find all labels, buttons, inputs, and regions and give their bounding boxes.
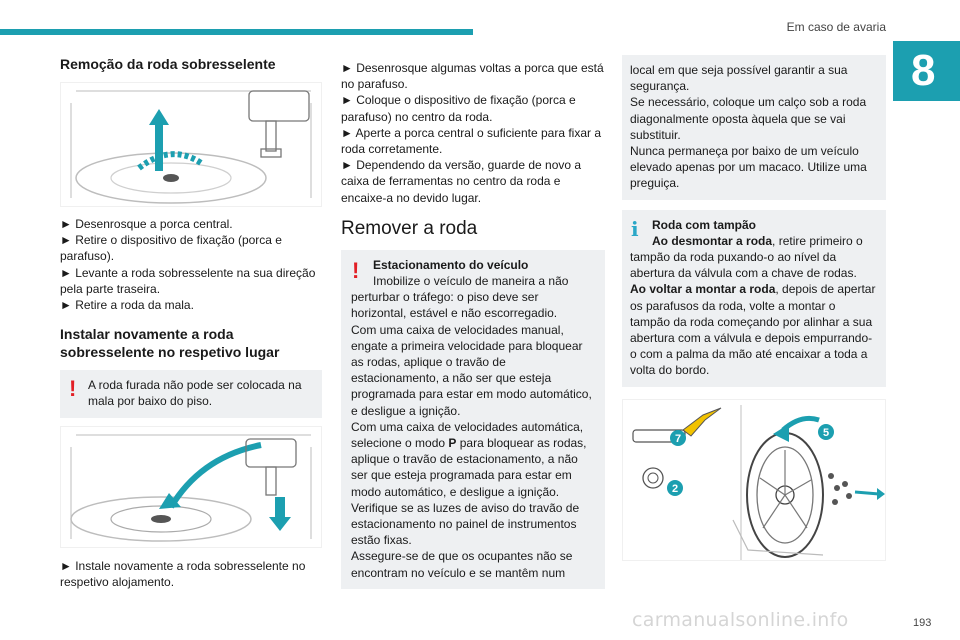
parking-text-3a: Com uma caixa de velocidades automática, selecione o modo: [351, 419, 584, 451]
warning-notice-parking: [341, 250, 605, 589]
hubcap-remove: [630, 233, 878, 282]
parking-text-3: [351, 419, 597, 500]
column-2: [341, 60, 605, 589]
page-number: 193: [913, 617, 932, 629]
column-1: [60, 55, 322, 590]
removal-step-2: ► Retire o dispositivo de fixação (porca e parafuso).: [60, 233, 282, 264]
info-notice-hubcap: [622, 210, 886, 387]
figure-spare-wheel-refit: [60, 426, 322, 548]
figure-label-2: 2: [671, 482, 679, 495]
cont-text-3: Nunca permaneça por baixo de um veículo elevado apenas por um macaco. Utilize uma preguiça.: [630, 144, 867, 191]
figure-wheel-removal: [622, 399, 886, 561]
hubcap-title: Roda com tampão: [652, 217, 757, 232]
hubcap-refit-text: , depois de apertar os parafusos da roda, volte a montar o tampão da roda começando por alinhar a sua abertura com a válvula e depois empurrando-o com a palma da mão até encaixar a toda a volta do bordo.: [630, 282, 876, 378]
cont-step-3: ► Aperte a porca central o suficiente para fixar a roda corretamente.: [341, 125, 602, 157]
cont-text-1: local em que seja possível garantir a sua segurança.: [630, 63, 848, 94]
illustration-trunk-refit: [61, 427, 321, 547]
refit-step: ► Instale novamente a roda sobresselente no respetivo alojamento.: [60, 558, 306, 589]
removal-step-1: ► Desenrosque a porca central.: [60, 217, 233, 231]
parking-title: Estacionamento do veículo: [373, 257, 529, 272]
removal-step-3: ► Levante a roda sobresselente na sua direção pela parte traseira.: [60, 265, 316, 296]
parking-text-3b: para bloquear as rodas, aplique o travão de estacionamento, a não ser que esteja programada para estar em modo automático, e desligue a ignição.: [351, 436, 587, 499]
figure-label-7: 7: [674, 432, 682, 445]
heading-spare-wheel-removal: Remoção da roda sobresselente: [60, 56, 276, 72]
mode-p-label: P: [448, 436, 457, 451]
warning-exclamation-icon: !: [352, 257, 360, 283]
cont-step-2: ► Coloque o dispositivo de fixação (porca e parafuso) no centro da roda.: [341, 93, 576, 124]
parking-text-4: Verifique se as luzes de aviso do travão de estacionamento no painel de instrumentos estão fixas.: [351, 500, 580, 548]
illustration-wheel-bolts: [623, 400, 885, 560]
section-title: Em caso de avaria: [786, 20, 886, 34]
warning-exclamation-icon: !: [69, 376, 77, 402]
hubcap-refit: [630, 281, 878, 378]
cont-step-4: ► Dependendo da versão, guarde de novo a caixa de ferramentas no centro da roda e encaixe-a no devido lugar.: [341, 158, 582, 205]
chapter-number-tab: 8: [893, 41, 960, 101]
illustration-trunk-unscrew: [61, 83, 321, 206]
heading-remove-wheel: Remover a roda: [341, 217, 478, 239]
heading-refit-spare-wheel: Instalar novamente a roda sobresselente no respetivo lugar: [60, 326, 280, 361]
parking-text-5: Assegure-se de que os ocupantes não se encontram no veículo e se mantêm num: [351, 549, 573, 580]
warning-notice-continued: [622, 55, 886, 200]
column-3: [622, 55, 886, 561]
info-icon: i: [631, 216, 639, 241]
figure-label-5: 5: [822, 426, 830, 439]
header-accent-bar: [0, 29, 473, 35]
watermark: carmanualsonline.info: [632, 609, 849, 631]
figure-spare-wheel-removal: [60, 82, 322, 207]
cont-step-1: ► Desenrosque algumas voltas a porca que está no parafuso.: [341, 61, 604, 92]
removal-step-4: ► Retire a roda da mala.: [60, 298, 194, 313]
parking-text-1: Imobilize o veículo de maneira a não perturbar o tráfego: o piso deve ser horizontal, estável e não escorregadio.: [351, 274, 569, 321]
warning-refit-text: A roda furada não pode ser colocada na mala por baixo do piso.: [88, 378, 302, 409]
hubcap-remove-bold: Ao desmontar a roda: [652, 233, 773, 248]
parking-text-2: Com uma caixa de velocidades manual, engate a primeira velocidade para bloquear as rodas, aplique o travão de estacionamento, a não ser que esteja programada para estar em modo automático, e desligue a ignição.: [351, 322, 592, 418]
warning-notice-refit: [60, 370, 322, 417]
cont-text-2: Se necessário, coloque um calço sob a roda diagonalmente oposta àquela que se vai substituir.: [630, 95, 867, 142]
removal-steps: [60, 216, 322, 313]
hubcap-remove-text: , retire primeiro o tampão da roda puxando-o ao nível da abertura da válvula com a chave de rodas.: [630, 233, 863, 281]
hubcap-refit-bold: Ao voltar a montar a roda: [630, 282, 776, 297]
